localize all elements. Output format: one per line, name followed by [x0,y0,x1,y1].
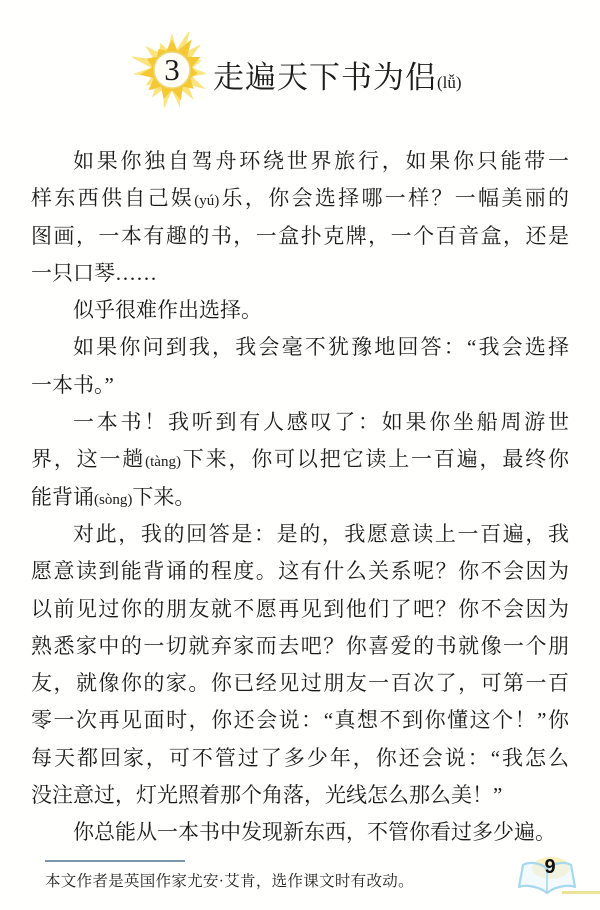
text-run: 如果你问到我，我会毫不犹豫地回答：“我会选择 [73,335,569,360]
text-run: 友，就像你的家。你已经见过朋友一百次了，可第一百 [31,671,569,696]
open-book-page-number-icon [514,852,580,900]
footnote-rule [45,860,185,862]
text-run: 愿意读到能背诵的程度。这有什么关系呢？你不会因为 [31,559,569,584]
text-line [31,143,569,180]
lesson-title-pinyin: (lǚ) [437,73,462,92]
text-line [31,591,569,628]
text-line [31,441,569,478]
text-run: 没注意过，灯光照着那个角落，光线怎么那么美！” [31,783,503,808]
text-run: 乐，你会选择哪一样？一幅美丽的 [219,186,569,211]
text-line [31,814,569,851]
text-line [31,553,569,590]
text-run: 样东西供自己娱 [31,186,195,211]
text-run: 界，这一趟 [31,447,146,472]
paragraph [31,292,569,329]
text-run: 一本书。” [31,372,114,397]
paragraph [31,516,569,814]
lesson-title-text: 走遍天下书为侣 [213,60,437,95]
footnote-text: 本文作者是英国作家尤安·艾肯，选作课文时有改动。 [45,873,414,890]
text-line [31,777,569,814]
paragraph [31,329,569,404]
text-run: 下来，你可以把它读上一百遍，最终你 [180,447,569,472]
text-run: 一只口琴…… [31,260,157,285]
text-run: 对此，我的回答是：是的，我愿意读上一百遍，我 [73,521,569,546]
paragraph [31,814,569,851]
page-number: 9 [544,856,556,878]
text-line [31,218,569,255]
paragraph [31,143,569,292]
text-run: 零一次再见面时，你还会说：“真想不到你懂这个！”你 [31,708,569,733]
text-run: 一本书！我听到有人感叹了：如果你坐船周游世 [73,410,569,435]
pinyin-annotation: (yú) [194,193,220,210]
footnote [45,860,525,891]
text-line [31,367,569,404]
text-line [31,292,569,329]
text-line [31,516,569,553]
text-run: 如果你独自驾舟环绕世界旅行，如果你只能带一 [73,149,569,173]
sun-icon [132,32,212,112]
text-run: 下来。 [132,484,196,509]
text-run: 每天都回家，可不管过了多少年，你还会说：“我怎么 [31,745,569,770]
text-line [31,329,569,366]
text-run: 熟悉家中的一切就弃家而去吧？你喜爱的书就像一个朋 [31,633,569,658]
lesson-title [213,52,462,97]
text-line [31,628,569,665]
text-run: 似乎很难作出选择。 [73,298,262,323]
paragraph [31,404,569,516]
text-line [31,255,569,292]
pinyin-annotation: (tàng) [145,454,181,471]
lesson-number: 3 [164,52,180,87]
text-run: 图画，一本有趣的书，一盒扑克牌，一个百音盒，还是 [31,223,569,248]
text-line [31,479,569,516]
text-run: 你总能从一本书中发现新东西，不管你看过多少遍。 [73,820,556,845]
body-text [31,143,569,852]
text-run: 以前见过你的朋友就不愿再见到他们了吧？你不会因为 [31,596,569,621]
text-line [31,740,569,777]
text-line [31,665,569,702]
text-run: 能背诵 [31,484,94,509]
text-line [31,702,569,739]
text-line [31,180,569,217]
pinyin-annotation: (sòng) [94,491,133,508]
lesson-header [0,30,600,116]
text-line [31,404,569,441]
